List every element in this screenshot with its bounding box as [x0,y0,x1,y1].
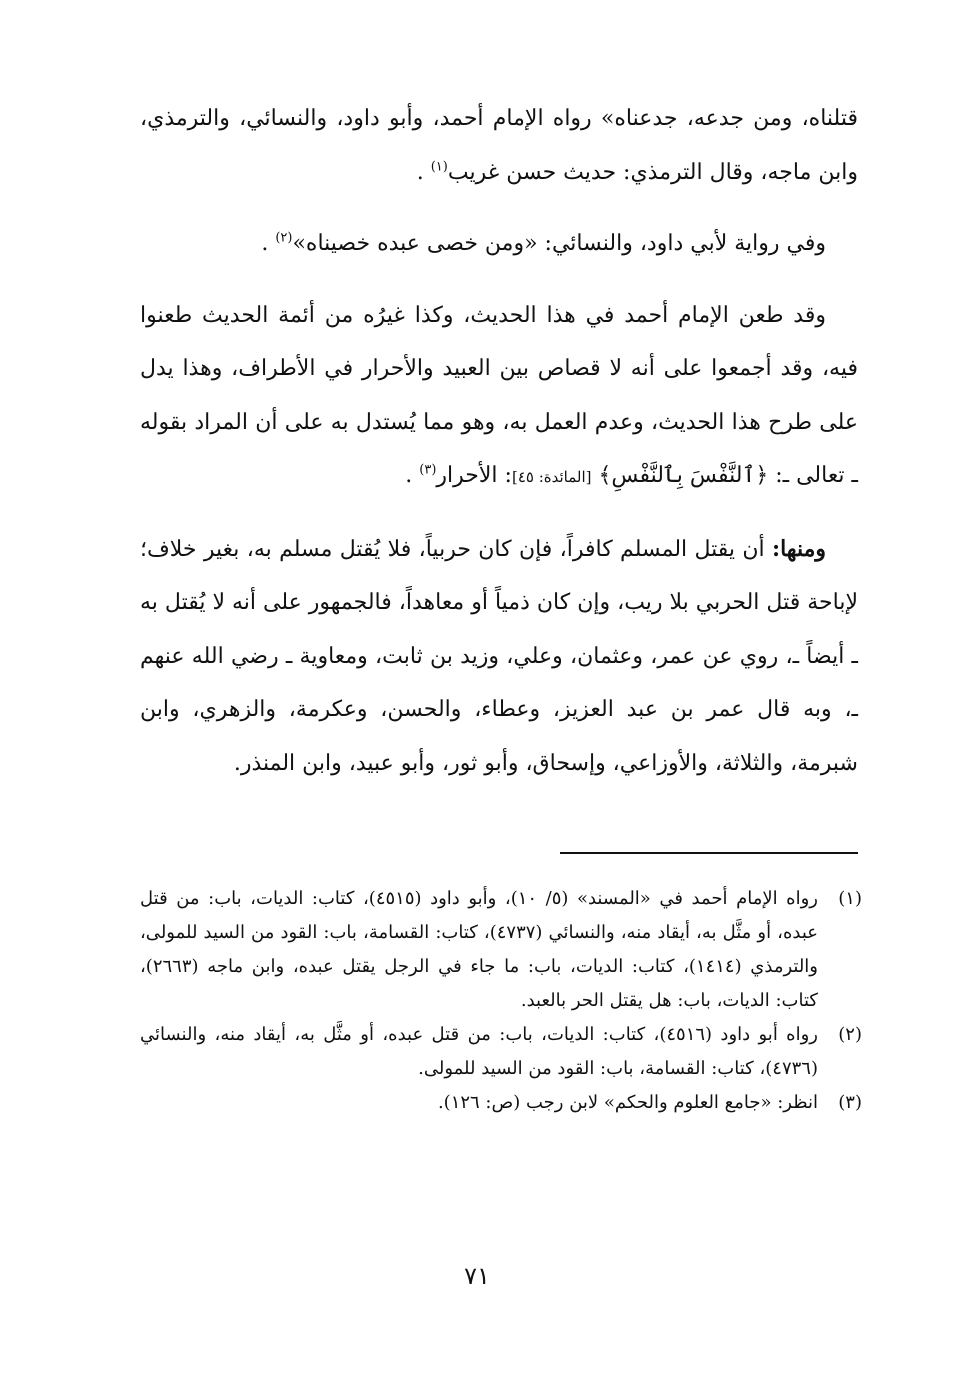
footnote-number: (٢) [838,1024,862,1045]
paragraph-2-end: . [261,231,269,256]
paragraph-1-end: . [416,159,424,185]
paragraph-1 [140,92,858,199]
quran-verse: ﴿ٱلنَّفْسَ بِٱلنَّفْسِ﴾ [598,463,769,488]
page-number: ٧١ [464,1262,490,1290]
paragraph-3-after: : الأحرار [436,463,512,488]
footnote-number: (٣) [838,1092,862,1113]
paragraph-gap [140,271,858,289]
quran-reference: [المائدة: ٤٥] [511,468,592,486]
footnote-text: رواه الإمام أحمد في «المسند» (٥/ ١٠)، وأبو داود (٤٥١٥)، كتاب: الديات، باب: من قتل عبده، أو مثَّل به، أيقاد منه، والنسائي (٤٧٣٧)، كتاب: القسامة، باب: القود من السيد للمولى، والترمذي (١٤١٤)، كتاب: الديات، باب: ما جاء في الرجل يقتل عبده، وابن ماجه (٢٦٦٣)، كتاب: الديات، باب: هل يقتل الحر بالعبد. [140,888,819,1011]
paragraph-3-end: . [405,463,413,488]
footnotes [140,882,862,1120]
footnote-ref-2[interactable]: (٢) [275,230,293,246]
footnote-3 [140,1086,862,1120]
paragraph-1-text: قتلناه، ومن جدعه، جدعناه» رواه الإمام أحمد، وأبو داود، والنسائي، والترمذي، وابن ماجه، وقال الترمذي: حديث حسن غريب [140,106,858,185]
paragraph-2 [140,217,858,271]
paragraph-4-lead: ومنها: [771,535,826,562]
paragraph-4-text: أن يقتل المسلم كافراً، فإن كان حربياً، فلا يُقتل مسلم به، بغير خلاف؛ لإباحة قتل الحربي بلا ريب، وإن كان ذمياً أو معاهداً، فالجمهور على أنه لا يُقتل به ـ أيضاً ـ، روي عن عمر، وعثمان، وعلي، وزيد بن ثابت، ومعاوية ـ رضي الله عنهم ـ، وبه قال عمر بن عبد العزيز، وعطاء، والحسن، وعكرمة، والزهري، وابن شبرمة، والثلاثة، والأوزاعي، وإسحاق، وأبو ثور، وأبو عبيد، وابن المنذر. [140,536,858,776]
footnote-number: (١) [838,888,862,909]
footnote-text: رواه أبو داود (٤٥١٦)، كتاب: الديات، باب: من قتل عبده، أو مثَّل به، أيقاد منه، والنسائي (٤٧٣٦)، كتاب: القسامة، باب: القود من السيد للمولى. [140,1024,818,1079]
paragraph-gap [140,199,858,217]
footnote-text: انظر: «جامع العلوم والحكم» لابن رجب (ص: ١٢٦). [437,1092,818,1113]
main-text [140,92,858,790]
footnote-2 [140,1018,862,1086]
paragraph-gap [140,505,858,523]
paragraph-3-text: وقد طعن الإمام أحمد في هذا الحديث، وكذا غيرُه من أئمة الحديث طعنوا فيه، وقد أجمعوا على أنه لا قصاص بين العبيد والأحرار في الأطراف، وهذا يدل على طرح هذا الحديث، وعدم العمل به، وهو مما يُستدل به على أن المراد بقوله ـ تعالى ـ: [140,302,858,488]
paragraph-3 [140,289,858,505]
footnote-ref-3[interactable]: (٣) [419,462,437,478]
footnote-divider [560,852,858,854]
paragraph-4 [140,523,858,791]
footnote-ref-1[interactable]: (١) [430,159,448,175]
footnote-1 [140,882,862,1018]
paragraph-2-text: وفي رواية لأبي داود، والنسائي: «ومن خصى عبده خصيناه» [292,231,826,256]
